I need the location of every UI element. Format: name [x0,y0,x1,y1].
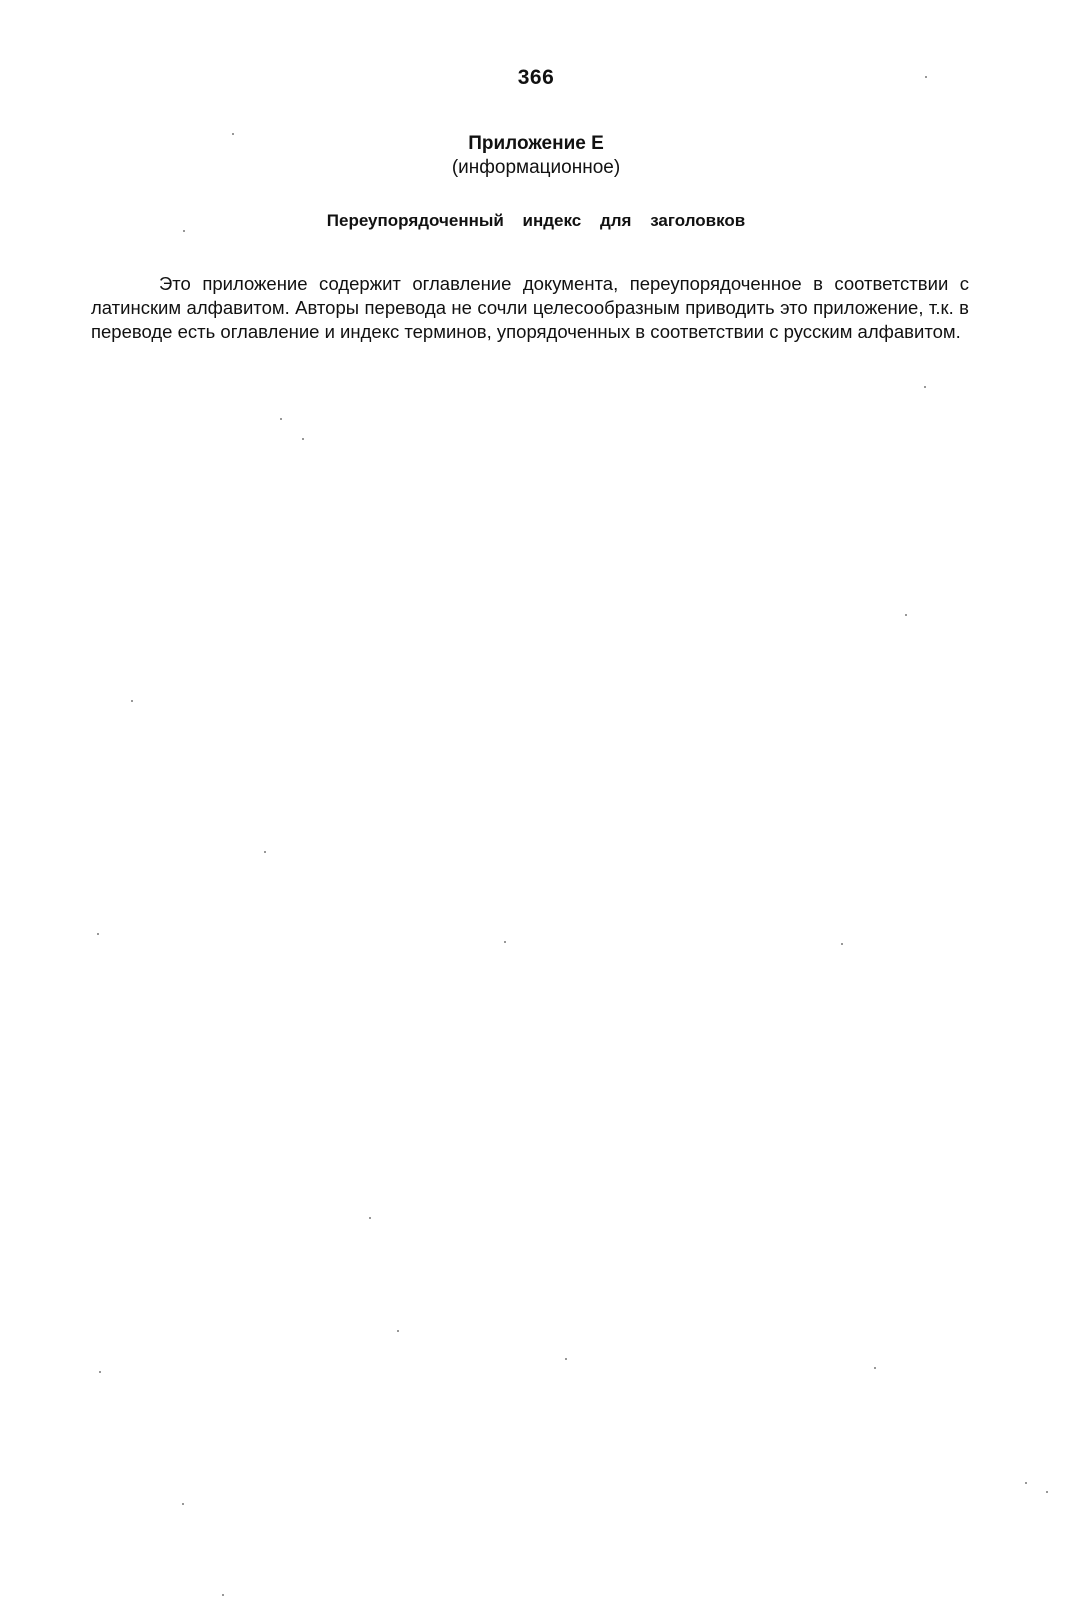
scan-speck [280,418,282,420]
scan-speck [232,133,234,135]
scan-speck [222,1594,224,1596]
scan-speck [565,1358,567,1360]
scan-speck [925,76,927,78]
scan-speck [99,1371,101,1373]
scan-speck [1025,1482,1027,1484]
page-number: 366 [517,66,555,89]
scan-speck [183,230,185,232]
scan-speck [97,933,99,935]
scan-speck [264,851,266,853]
scan-speck [369,1217,371,1219]
scan-speck [131,700,133,702]
scan-speck [397,1330,399,1332]
scan-speck [1046,1491,1048,1493]
body-paragraph: Это приложение содержит оглавление документа, переупорядоченное в соответствии с латинским алфавитом. Авторы перевода не сочли целесообразным приводить это приложение, т.к. в переводе есть оглавление и индекс терминов, упорядоченных в соответствии с русским алфавитом. [91,273,969,342]
section-title: Переупорядоченный индекс для заголовков [326,211,746,230]
scan-speck [182,1503,184,1505]
scan-speck [874,1367,876,1369]
appendix-title: Приложение Е [468,133,604,154]
scan-speck [905,614,907,616]
scan-speck [841,943,843,945]
appendix-type: (информационное) [451,157,621,178]
scan-speck [504,941,506,943]
scan-speck [302,438,304,440]
scan-speck [924,386,926,388]
